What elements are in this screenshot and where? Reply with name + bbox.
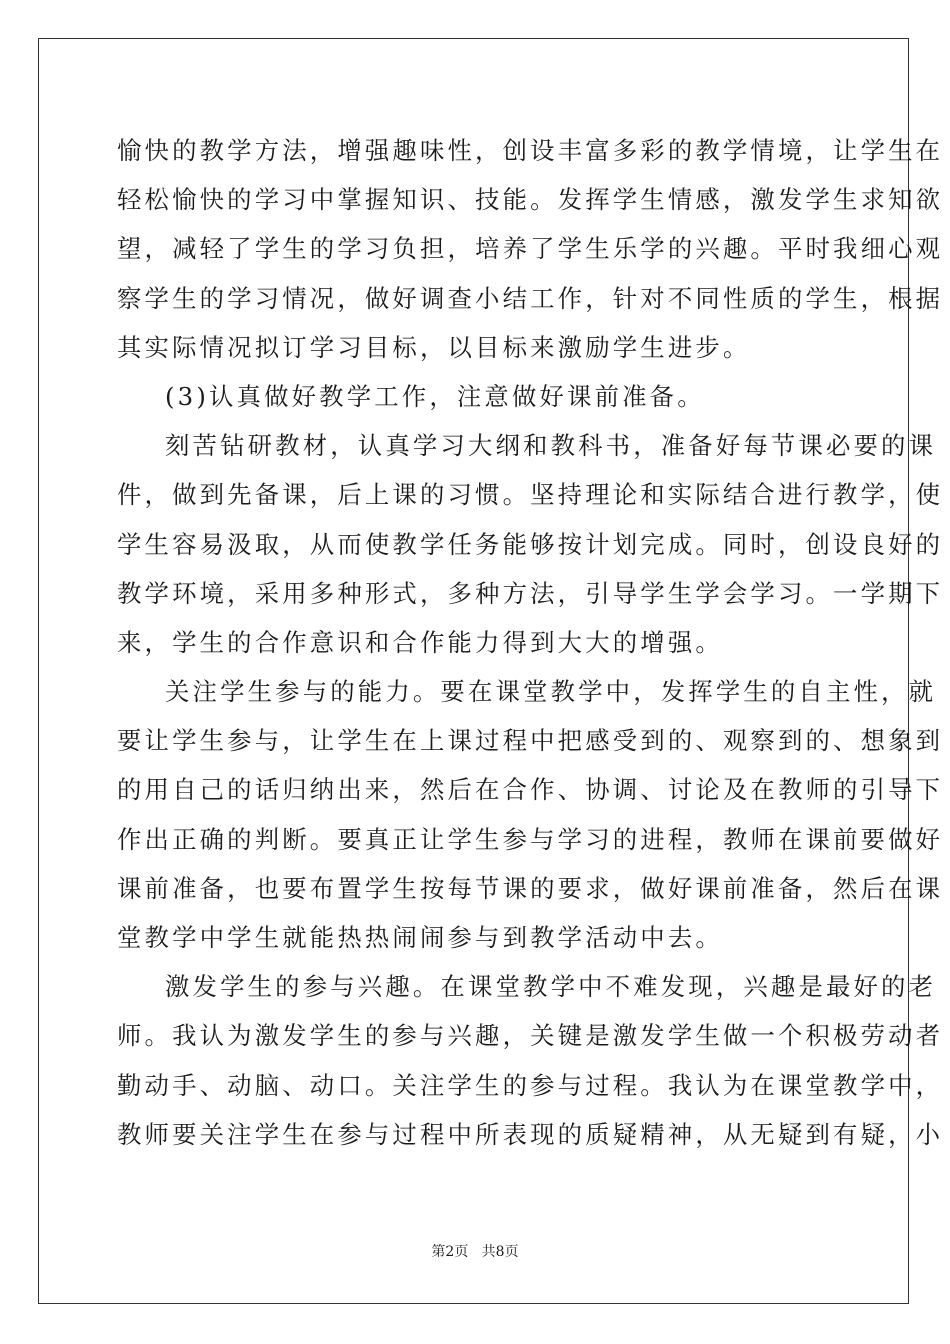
text-line-7: 刻苦钻研教材，认真学习大纲和教科书，准备好每节课必要的课 [165, 431, 937, 461]
text-line-19: 师。我认为激发学生的参与兴趣，关键是激发学生做一个积极劳动者 [117, 1021, 944, 1051]
text-line-16: 课前准备，也要布置学生按每节课的要求，做好课前准备，然后在课 [117, 873, 944, 903]
text-line-5: 其实际情况拟订学习目标，以目标来激励学生进步。 [117, 332, 751, 362]
text-line-2: 轻松愉快的学习中掌握知识、技能。发挥学生情感，激发学生求知欲 [117, 185, 944, 215]
text-line-20: 勤动手、动脑、动口。关注学生的参与过程。我认为在课堂教学中， [117, 1070, 944, 1100]
text-line-9: 学生容易汲取，从而使教学任务能够按计划完成。同时，创设良好的 [117, 529, 944, 559]
text-line-17: 堂教学中学生就能热热闹闹参与到教学活动中去。 [117, 923, 723, 952]
text-line-12: 关注学生参与的能力。要在课堂教学中，发挥学生的自主性，就 [165, 677, 937, 707]
text-line-13: 要让学生参与，让学生在上课过程中把感受到的、观察到的、想象到 [117, 726, 944, 756]
text-line-14: 的用自己的话归纳出来，然后在合作、协调、讨论及在教师的引导下 [117, 775, 944, 805]
document-body [117, 126, 944, 1159]
section-heading: (3)认真做好教学工作，注意做好课前准备。 [165, 381, 705, 411]
text-line-21: 教师要关注学生在参与过程中所表现的质疑精神，从无疑到有疑，小 [117, 1119, 944, 1149]
text-line-8: 件，做到先备课，后上课的习惯。坚持理论和实际结合进行教学，使 [117, 480, 944, 510]
text-line-10: 教学环境，采用多种形式，多种方法，引导学生学会学习。一学期下 [117, 578, 944, 608]
page-number-footer: 第2页 共8页 [431, 1244, 519, 1260]
text-line-15: 作出正确的判断。要真正让学生参与学习的进程，教师在课前要做好 [117, 824, 944, 854]
text-line-3: 望，减轻了学生的学习负担，培养了学生乐学的兴趣。平时我细心观 [117, 234, 944, 264]
text-line-18: 激发学生的参与兴趣。在课堂教学中不难发现，兴趣是最好的老 [165, 972, 937, 1002]
text-line-11: 来，学生的合作意识和合作能力得到大大的增强。 [117, 627, 723, 657]
text-line-1: 愉快的教学方法，增强趣味性，创设丰富多彩的教学情境，让学生在 [117, 136, 944, 165]
text-line-4: 察学生的学习情况，做好调查小结工作，针对不同性质的学生，根据 [117, 283, 944, 313]
